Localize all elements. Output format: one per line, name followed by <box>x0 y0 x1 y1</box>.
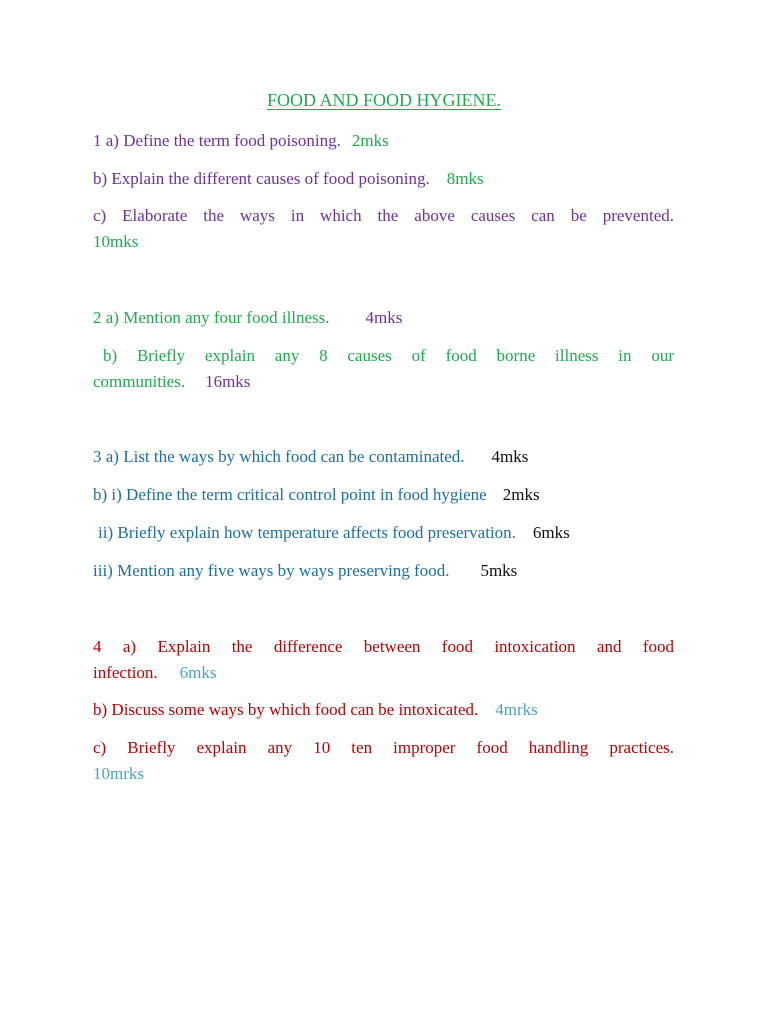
question-2a <box>93 305 674 331</box>
question-1b-text: b) Explain the different causes of food poisoning. <box>93 169 430 188</box>
question-3bi-text: b) i) Define the term critical control point in food hygiene <box>93 485 487 504</box>
question-2a-text: 2 a) Mention any four food illness. <box>93 308 330 327</box>
question-1a-text: 1 a) Define the term food poisoning. <box>93 131 341 150</box>
question-4b-text: b) Discuss some ways by which food can be intoxicated. <box>93 700 479 719</box>
question-3bii-marks: 6mks <box>532 523 570 542</box>
question-2b-text-continued: communities. <box>93 372 186 391</box>
question-4a-text: 4 a) Explain the difference between food intoxication and food <box>93 637 674 656</box>
question-4c-text: c) Briefly explain any 10 ten improper food handling practices. <box>93 738 674 757</box>
question-3bi <box>93 482 674 508</box>
question-1a-marks: 2mks <box>351 131 389 150</box>
question-4b <box>93 697 674 723</box>
question-4b-marks: 4mrks <box>495 700 538 719</box>
question-3a-marks: 4mks <box>491 447 529 466</box>
question-1b <box>93 166 674 192</box>
question-1a <box>93 128 674 154</box>
question-4a-text-continued: infection. <box>93 663 158 682</box>
question-2b-text: b) Briefly explain any 8 causes of food borne illness in our <box>103 346 674 365</box>
question-4c <box>93 735 674 787</box>
question-3bii-text: ii) Briefly explain how temperature affects food preservation. <box>98 523 516 542</box>
question-4a-marks: 6mks <box>179 663 217 682</box>
question-1b-marks: 8mks <box>446 169 484 188</box>
question-3biii <box>93 558 674 584</box>
question-4c-marks: 10mrks <box>93 764 144 783</box>
question-3a-text: 3 a) List the ways by which food can be contaminated. <box>93 447 465 466</box>
question-3biii-marks: 5mks <box>480 561 518 580</box>
question-1c <box>93 203 674 255</box>
question-3bi-marks: 2mks <box>502 485 540 504</box>
question-3a <box>93 444 674 470</box>
question-2a-marks: 4mks <box>365 308 403 327</box>
question-1c-text: c) Elaborate the ways in which the above causes can be prevented. <box>93 206 674 225</box>
question-4a <box>93 634 674 686</box>
question-1c-marks: 10mks <box>93 232 139 251</box>
document-title: FOOD AND FOOD HYGIENE. <box>267 90 501 110</box>
question-2b <box>93 343 674 395</box>
question-3biii-text: iii) Mention any five ways by ways preserving food. <box>93 561 450 580</box>
question-3bii <box>98 520 679 546</box>
question-2b-marks: 16mks <box>205 372 251 391</box>
